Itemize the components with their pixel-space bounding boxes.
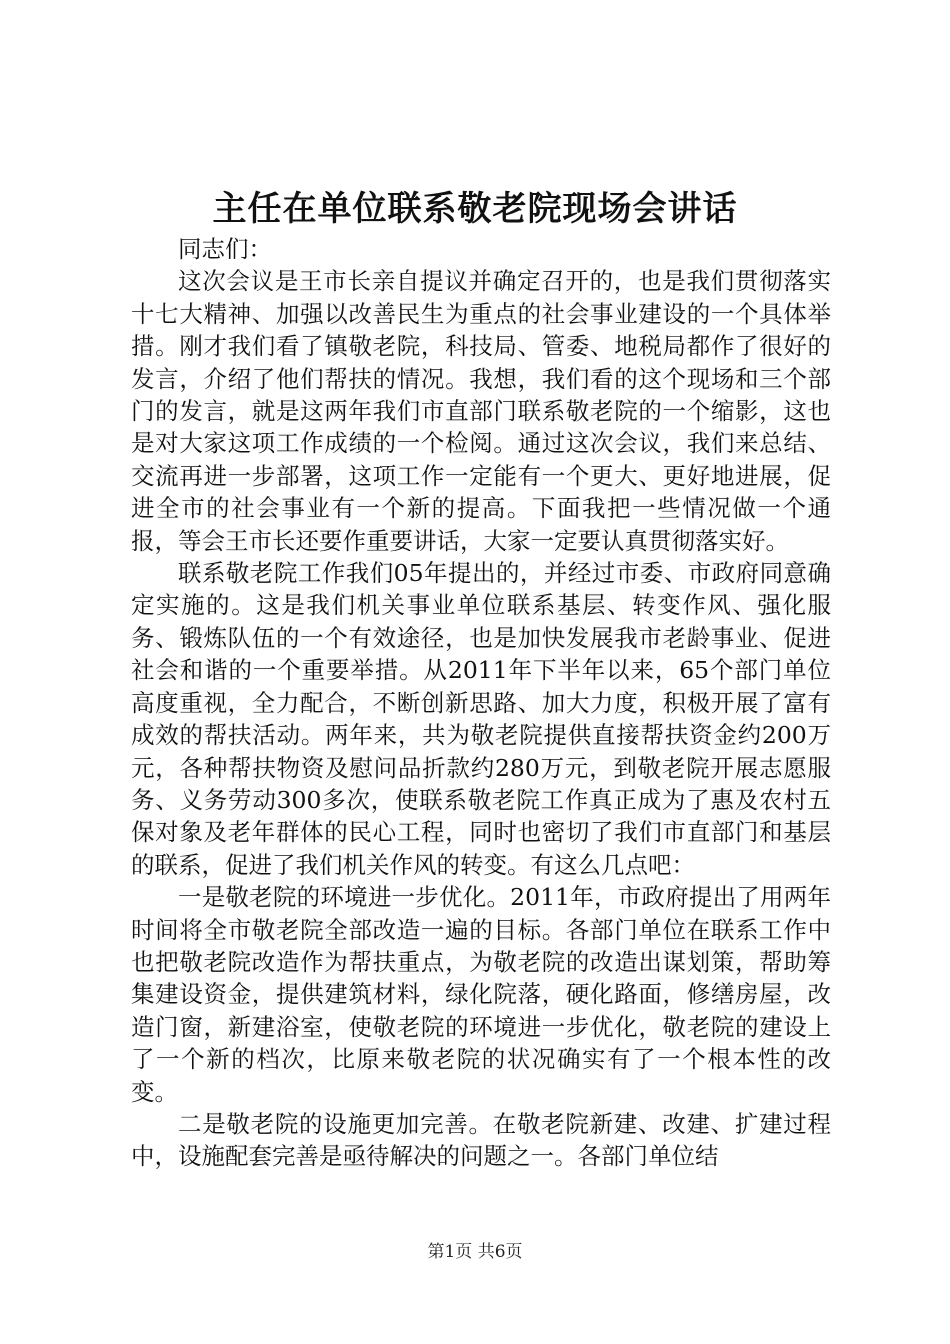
page-footer: 第1页 共6页	[427, 1242, 523, 1262]
paragraph-3: 一是敬老院的环境进一步优化。2011年，市政府提出了用两年时间将全市敬老院全部改造一遍的目标。各部门单位在联系工作中也把敬老院改造作为帮扶重点，为敬老院的改造出谋划策，帮助筹集建设资金，提供建筑材料，绿化院落，硬化路面，修缮房屋，改造门窗，新建浴室，使敬老院的环境进一步优化，敬老院的建设上了一个新的档次，比原来敬老院的状况确实有了一个根本性的改变。	[131, 883, 831, 1106]
greeting: 同志们：	[178, 235, 272, 263]
document-body	[131, 233, 831, 1173]
paragraph-2: 联系敬老院工作我们05年提出的，并经过市委、市政府同意确定实施的。这是我们机关事业单位联系基层、转变作风、强化服务、锻炼队伍的一个有效途径，也是加快发展我市老龄事业、促进社会和谐的一个重要举措。从2011年下半年以来，65个部门单位高度重视，全力配合，不断创新思路、加大力度，积极开展了富有成效的帮扶活动。两年来，共为敬老院提供直接帮扶资金约200万元，各种帮扶物资及慰问品折款约280万元，到敬老院开展志愿服务、义务劳动300多次，使联系敬老院工作真正成为了惠及农村五保对象及老年群体的民心工程，同时也密切了我们市直部门和基层的联系，促进了我们机关作风的转变。有这么几点吧：	[131, 559, 831, 879]
paragraph-1: 这次会议是王市长亲自提议并确定召开的，也是我们贯彻落实十七大精神、加强以改善民生为重点的社会事业建设的一个具体举措。刚才我们看了镇敬老院，科技局、管委、地税局都作了很好的发言，介绍了他们帮扶的情况。我想，我们看的这个现场和三个部门的发言，就是这两年我们市直部门联系敬老院的一个缩影，这也是对大家这项工作成绩的一个检阅。通过这次会议，我们来总结、交流再进一步部署，这项工作一定能有一个更大、更好地进展，促进全市的社会事业有一个新的提高。下面我把一些情况做一个通报，等会王市长还要作重要讲话，大家一定要认真贯彻落实好。	[131, 267, 831, 555]
paragraph-4: 二是敬老院的设施更加完善。在敬老院新建、改建、扩建过程中，设施配套完善是亟待解决的问题之一。各部门单位结	[131, 1109, 831, 1171]
document-title: 主任在单位联系敬老院现场会讲话	[212, 189, 738, 229]
